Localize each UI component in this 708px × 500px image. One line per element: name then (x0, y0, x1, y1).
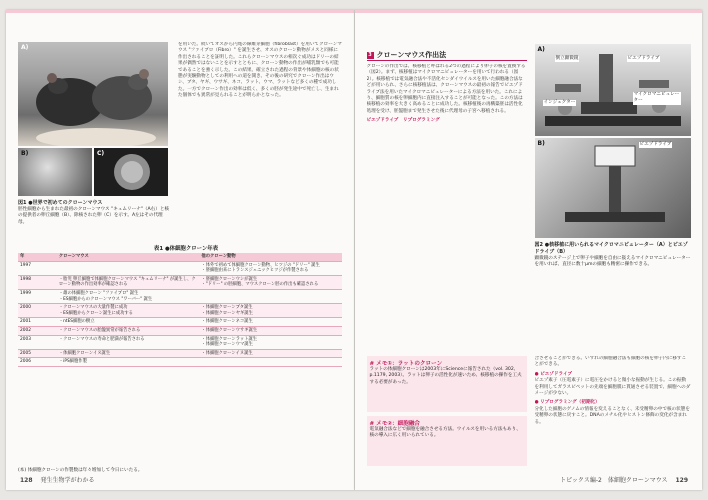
left-footer (20, 475, 94, 484)
table-cell: 1997 (18, 261, 57, 275)
table-cell: ・胎児 卵丘細胞で体細胞クローンマウス "キュムリーナ" が誕生し、クローン動物の作出効率が確認される (57, 275, 200, 289)
figure-1-body: 胚性細胞から生まれた最初のクローンマウス "キュムリーナ"（A右）と核の提供者の卵丘細胞（B）、除核された卵（C）を示す。A左はその代理母。 (18, 207, 170, 225)
table-row (18, 326, 342, 335)
table-cell: ・体細胞クローンイヌ誕生 (57, 349, 200, 358)
table-cell: 2003 (18, 335, 57, 349)
table-cell: ・体外で初めて体細胞クローン動物、ヒツジの "ドリー" 誕生 ・胚細胞由来にトランスジェニックヒツジが作製される (199, 261, 342, 275)
label-c: C) (97, 150, 105, 157)
table-cell: 2000 (18, 304, 57, 318)
repro-heading: ● リプログラミング（初期化） (534, 400, 600, 406)
memo-2-body: 電気融合法などで細胞を融合させる方法。ウイルスを用いる方法もあり、核の導入に広く用いられている。 (369, 427, 521, 439)
section-title: クローンマウス作出法 (376, 51, 447, 59)
table-cell: ・iPS細胞作製 (57, 358, 200, 367)
memo-1-title: # メモ①：ラットのクローン (369, 361, 443, 367)
label-a: A) (537, 46, 545, 53)
table-cell: 2006 (18, 358, 57, 367)
table-row (18, 349, 342, 358)
repro-body: 分化した細胞のゲノムの情報を変えることなく、未受精卵の中で核の状態を受精卵の状態に戻すこと。DNAのメチル化やヒストン修飾の変化が含まれる。 (534, 406, 690, 425)
tag-piezo-drive-b: ピエゾドライブ (639, 142, 672, 147)
table-cell: ・クローンマウスの胎盤異常が報告される (57, 326, 200, 335)
piezo-heading: ● ピエゾドライブ (534, 371, 572, 377)
body-paragraph: クローンの作出では、核移植と呼ばれる2つの過程により卵子の核を置換する（図2）。まず、核移植はマイクロマニピュレーターを用いて行われる（図2）。核移植では電気融合法や不活化センダイウイルスを用いた細胞融合法などが用いられ、さらに核移植法は、クローンマウスの最初の報告でピエゾドライブ法を用いたマイクロマニピュレーターによる方法を用いた。これにより、細胞質の核を卵細胞内に直接注入することが可能となった。この方法は核移植の効率を大きく高めることに成功した。核移植後の再構築胚は活性化処理を受け、胚盤胞まで発生させた後に代理母の子宮へ移植される。 (366, 64, 526, 114)
left-body-text: を用いた。続いてオスから円尾の線維芽細胞（fibroblast）を用いてクローンマウス "ファイブロ（Fibro）" を誕生させ、オスのクローン動物がメスと同様に作出されることを証明した。これらクローンマウスの相次ぐ成功はドリーの結果が偶然ではないことを示すとともに、クローン動物の作出が哺乳類でも可能であることを強く示した。この結果、確立された過程の背景や体細胞の核の状態が実験動物としての利用への道を開き、その後の研究でクローン作出はウシ、ブタ、ヤギ、ウサギ、ネコ、ラット、ウマ、ラットなど多くの種で成功した。一方でクローン作出の効率は低く、多くの胚が発生途中で死亡し、生まれた個体でも異常が見られることが明らかとなった。 (178, 42, 342, 99)
right-footer (560, 475, 688, 484)
page-number-right: 129 (675, 477, 688, 484)
left-page (6, 10, 355, 490)
piezo-drive-illustration (535, 138, 691, 238)
section-rule (367, 60, 527, 61)
table-cell: ・雄の体細胞クローン "ファイブロ" 誕生 ・ES細胞からのクローンマウス "ワーバー" 誕生 (57, 289, 200, 303)
book-title: 発生生物学がわかる (40, 477, 95, 484)
table-cell: ・クローンマウスの大量作製に成功 ・ES細胞からクローン誕生に成功する (57, 304, 200, 318)
label-a: A) (21, 44, 29, 51)
running-head: トピックス編-2 体細胞クローンマウス (560, 477, 668, 484)
timeline-table (18, 253, 342, 467)
right-body-text (367, 64, 527, 280)
continued-text: 合させることができる。いずれの細胞融合法も細胞の核を卵子内に移すことができる。 (534, 356, 687, 368)
table-cell: 1999 (18, 289, 57, 303)
tag-micromanipulator: マイクロマニピュレーター (633, 92, 680, 104)
table-cell: ・体細胞クローンラット誕生 ・体細胞クローンウマ誕生 (199, 335, 342, 349)
highlight-reprogramming: リプログラミング (403, 118, 440, 124)
table-cell: ・ntES細胞の樹立 (57, 318, 200, 327)
section-number: 3 (368, 51, 372, 58)
section-heading (367, 50, 447, 60)
right-lower-column (535, 356, 691, 468)
book-spread (6, 10, 702, 490)
memo-cell-fusion (367, 416, 527, 466)
photo-b-cumulus (18, 148, 92, 196)
highlight-terms (367, 118, 527, 124)
top-rule (6, 10, 354, 13)
table-cell (199, 358, 342, 367)
table-cell: ・体細胞クローンネコ誕生 (199, 318, 342, 327)
table-row (18, 318, 342, 327)
table-header-year: 年 (18, 253, 57, 261)
table-1-title: 表1 ●体細胞クローン年表 (153, 246, 219, 252)
photo-b-piezo-drive (535, 138, 691, 238)
table-row (18, 261, 342, 275)
memo-1-body: ラットの体細胞クローンは2003年にScienceに報告された（vol. 302、p.1179, 2003）。ラットは卵子の活性化が速いため、核移植の操作を工夫する必要があった。 (369, 367, 522, 385)
photo-a-mice (18, 42, 168, 146)
table-row (18, 335, 342, 349)
figure-2-title: 図2 ●核移植に用いられるマイクロマニピュレーター（A）とピエゾドライブ（B） (534, 242, 688, 255)
table-note: (本) 体細胞クローンの作製数は年々増加して今日にいたる。 (18, 468, 143, 473)
tag-piezo-drive-a: ピエゾドライブ (627, 56, 660, 61)
table-header-other: 他のクローン動物 (199, 253, 342, 261)
table-cell: ・体細胞クローンウサギ誕生 (199, 326, 342, 335)
table-header-row (18, 253, 342, 261)
piezo-body: ピエゾ素子（圧電素子）に電圧をかけると微小な振動が生じる。この振動を利用してガラスピペットの先端を細胞膜に貫通させる装置で、細胞へのダメージが少ない。 (534, 378, 691, 397)
figure-2-caption (535, 242, 691, 269)
table-cell: 2005 (18, 349, 57, 358)
table-cell: 2001 (18, 318, 57, 327)
memo-2-title: # メモ②：細胞融合 (369, 421, 421, 427)
highlight-piezo: ピエゾドライブ (366, 118, 399, 124)
table-cell: ・クローンマウスの寿命と肥満が報告される (57, 335, 200, 349)
table-row (18, 358, 342, 367)
table-cell: 1998 (18, 275, 57, 289)
table-header-mouse: クローンマウス (57, 253, 200, 261)
figure-2-body: 顕微鏡のステージ上で卵子や細胞を自由に扱えるマイクロマニピュレーターを用いれば、直径に数十μmの細胞も精密に操作できる。 (534, 256, 691, 268)
table-cell: ・体細胞クローンブタ誕生 ・体細胞クローンヤギ誕生 (199, 304, 342, 318)
label-b: B) (537, 140, 545, 147)
oocyte-illustration (94, 148, 168, 196)
table-row (18, 304, 342, 318)
mice-illustration (18, 42, 168, 146)
label-b: B) (21, 150, 29, 157)
top-rule (355, 10, 703, 13)
page-number-left: 128 (20, 477, 33, 484)
table-cell (199, 289, 342, 303)
tag-inverted-microscope: 倒立顕微鏡 (555, 56, 579, 61)
table-cell: 2002 (18, 326, 57, 335)
photo-a-micromanipulator (535, 44, 691, 136)
table-cell: ・胚細胞クローンウシが誕生 ・"ドリー" の胚細胞、マウスクローン胚の作出も確認される (199, 275, 342, 289)
memo-rat-clone (367, 356, 527, 412)
figure-1-caption (18, 200, 170, 226)
table-row (18, 275, 342, 289)
figure-1-title: 図1 ●世界で初めてのクローンマウス (18, 200, 103, 206)
table-cell: ・体細胞クローンイヌ誕生 (199, 349, 342, 358)
table-row (18, 289, 342, 303)
photo-c-oocyte (94, 148, 168, 196)
tag-injector: インジェクター (543, 100, 576, 105)
right-page (355, 10, 703, 490)
table-cell (57, 261, 200, 275)
